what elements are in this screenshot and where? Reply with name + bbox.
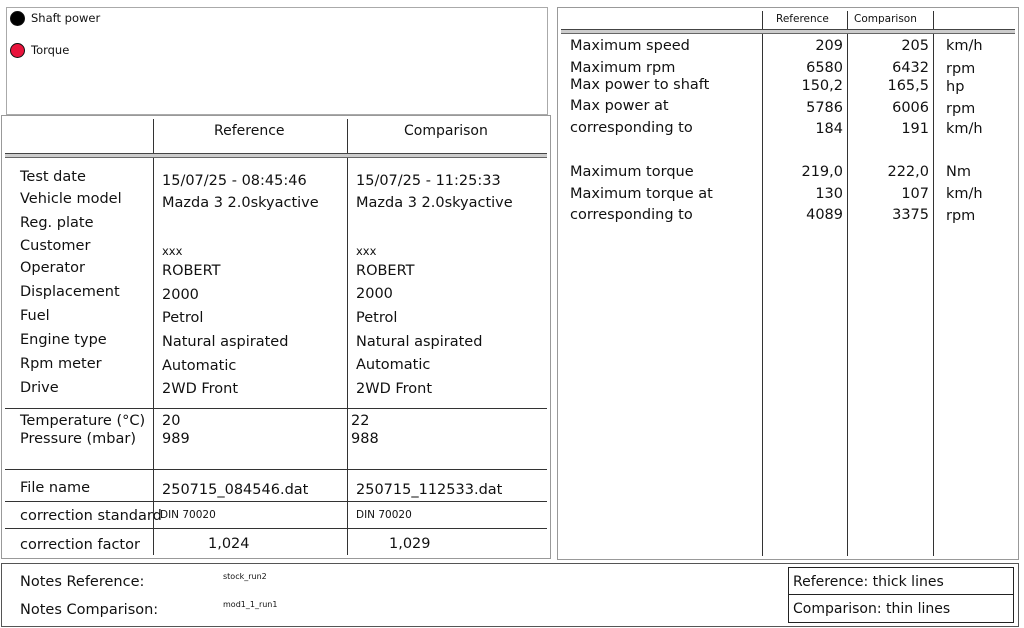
info-row-label: correction factor (20, 537, 140, 553)
results-row-reference: 209 (815, 38, 843, 54)
info-row-label: File name (20, 480, 90, 496)
notes-reference-label: Notes Reference: (20, 574, 145, 590)
info-row-label: Operator (20, 260, 85, 276)
results-row-label: corresponding to (570, 207, 693, 223)
info-row-reference: 15/07/25 - 08:45:46 (162, 173, 307, 189)
info-header-divider (5, 153, 547, 158)
results-row-unit: rpm (946, 101, 976, 117)
info-row-label: Displacement (20, 284, 120, 300)
info-row-reference: Automatic (162, 358, 237, 374)
info-row-label: Reg. plate (20, 215, 94, 231)
results-col-divider-2 (847, 11, 848, 556)
info-row-comparison: 1,029 (389, 536, 431, 552)
notes-comparison-value: mod1_1_run1 (223, 600, 278, 609)
info-row-comparison: 22 (351, 413, 370, 429)
info-row-comparison: 988 (351, 431, 379, 447)
results-row-label: Max power to shaft (570, 77, 710, 93)
line-style-key-divider (789, 594, 1013, 595)
info-row-reference: 2WD Front (162, 381, 239, 397)
info-row-reference: Petrol (162, 310, 204, 326)
info-row-reference: 1,024 (208, 536, 250, 552)
info-header-comparison: Comparison (404, 123, 488, 139)
results-header-reference: Reference (776, 13, 829, 25)
results-row-reference: 4089 (806, 207, 843, 223)
results-row-unit: rpm (946, 208, 976, 224)
info-col-divider-1 (153, 119, 154, 555)
info-row-reference: 250715_084546.dat (162, 482, 309, 498)
results-row-reference: 5786 (806, 100, 843, 116)
info-row-comparison: Mazda 3 2.0skyactive (356, 195, 513, 211)
info-header-reference: Reference (214, 123, 285, 139)
shaft-power-legend-icon (10, 11, 25, 26)
info-row-comparison: Automatic (356, 357, 431, 373)
legend-label-torque: Torque (31, 43, 70, 57)
results-row-reference: 6580 (806, 60, 843, 76)
results-row-reference: 150,2 (801, 78, 843, 94)
info-row-reference: 20 (162, 413, 181, 429)
results-row-comparison: 6006 (892, 100, 929, 116)
info-row-comparison: 250715_112533.dat (356, 482, 503, 498)
info-row-label: Drive (20, 380, 59, 396)
info-row-reference: Mazda 3 2.0skyactive (162, 195, 319, 211)
info-row-reference: ROBERT (162, 263, 221, 279)
info-col-divider-2 (347, 119, 348, 555)
info-file-divider (5, 469, 547, 470)
results-row-comparison: 3375 (892, 207, 929, 223)
info-conditions-divider (5, 408, 547, 409)
info-row-label: Pressure (mbar) (20, 431, 137, 447)
results-row-comparison: 222,0 (887, 164, 929, 180)
info-row-comparison: Natural aspirated (356, 334, 483, 350)
results-row-unit: hp (946, 79, 965, 95)
info-row-comparison: Petrol (356, 310, 398, 326)
torque-legend-icon (10, 43, 25, 58)
results-row-unit: km/h (946, 186, 983, 202)
info-row-label: Engine type (20, 332, 107, 348)
info-row-comparison: xxx (356, 244, 377, 258)
info-row-label: Test date (20, 169, 86, 185)
results-header-comparison: Comparison (854, 13, 917, 25)
info-row-comparison: 2000 (356, 286, 393, 302)
info-row-comparison: ROBERT (356, 263, 415, 279)
info-standard-divider (5, 501, 547, 502)
results-row-label: corresponding to (570, 120, 693, 136)
results-row-comparison: 6432 (892, 60, 929, 76)
info-factor-divider (5, 528, 547, 529)
results-row-unit: km/h (946, 121, 983, 137)
results-header-divider (561, 29, 1015, 34)
results-row-label: Maximum torque (570, 164, 694, 180)
info-row-reference: 2000 (162, 287, 199, 303)
info-row-label: Temperature (°C) (20, 413, 146, 429)
results-row-reference: 184 (815, 121, 843, 137)
info-row-reference: xxx (162, 244, 183, 258)
results-row-comparison: 165,5 (887, 78, 929, 94)
results-row-unit: km/h (946, 38, 983, 54)
results-row-label: Maximum rpm (570, 60, 676, 76)
info-row-comparison: 15/07/25 - 11:25:33 (356, 173, 501, 189)
notes-reference-value: stock_run2 (223, 572, 267, 581)
legend-label-shaft-power: Shaft power (31, 11, 101, 25)
results-row-unit: Nm (946, 164, 971, 180)
info-row-label: Vehicle model (20, 191, 122, 207)
info-row-label: Rpm meter (20, 356, 102, 372)
results-row-label: Maximum torque at (570, 186, 713, 202)
info-row-comparison: 2WD Front (356, 381, 433, 397)
info-row-reference: 989 (162, 431, 190, 447)
results-row-reference: 219,0 (801, 164, 843, 180)
results-row-comparison: 107 (901, 186, 929, 202)
results-row-unit: rpm (946, 61, 976, 77)
results-col-divider-3 (933, 11, 934, 556)
info-row-label: correction standard (20, 508, 162, 524)
info-row-reference: DIN 70020 (160, 509, 216, 521)
info-row-reference: Natural aspirated (162, 334, 289, 350)
info-row-label: Customer (20, 238, 91, 254)
line-key-reference: Reference: thick lines (793, 574, 944, 590)
results-row-comparison: 191 (901, 121, 929, 137)
results-row-label: Max power at (570, 98, 669, 114)
info-row-label: Fuel (20, 308, 50, 324)
results-row-label: Maximum speed (570, 38, 690, 54)
results-row-reference: 130 (815, 186, 843, 202)
results-col-divider-1 (762, 11, 763, 556)
results-row-comparison: 205 (901, 38, 929, 54)
info-row-comparison: DIN 70020 (356, 509, 412, 521)
line-key-comparison: Comparison: thin lines (793, 601, 951, 617)
notes-comparison-label: Notes Comparison: (20, 602, 159, 618)
